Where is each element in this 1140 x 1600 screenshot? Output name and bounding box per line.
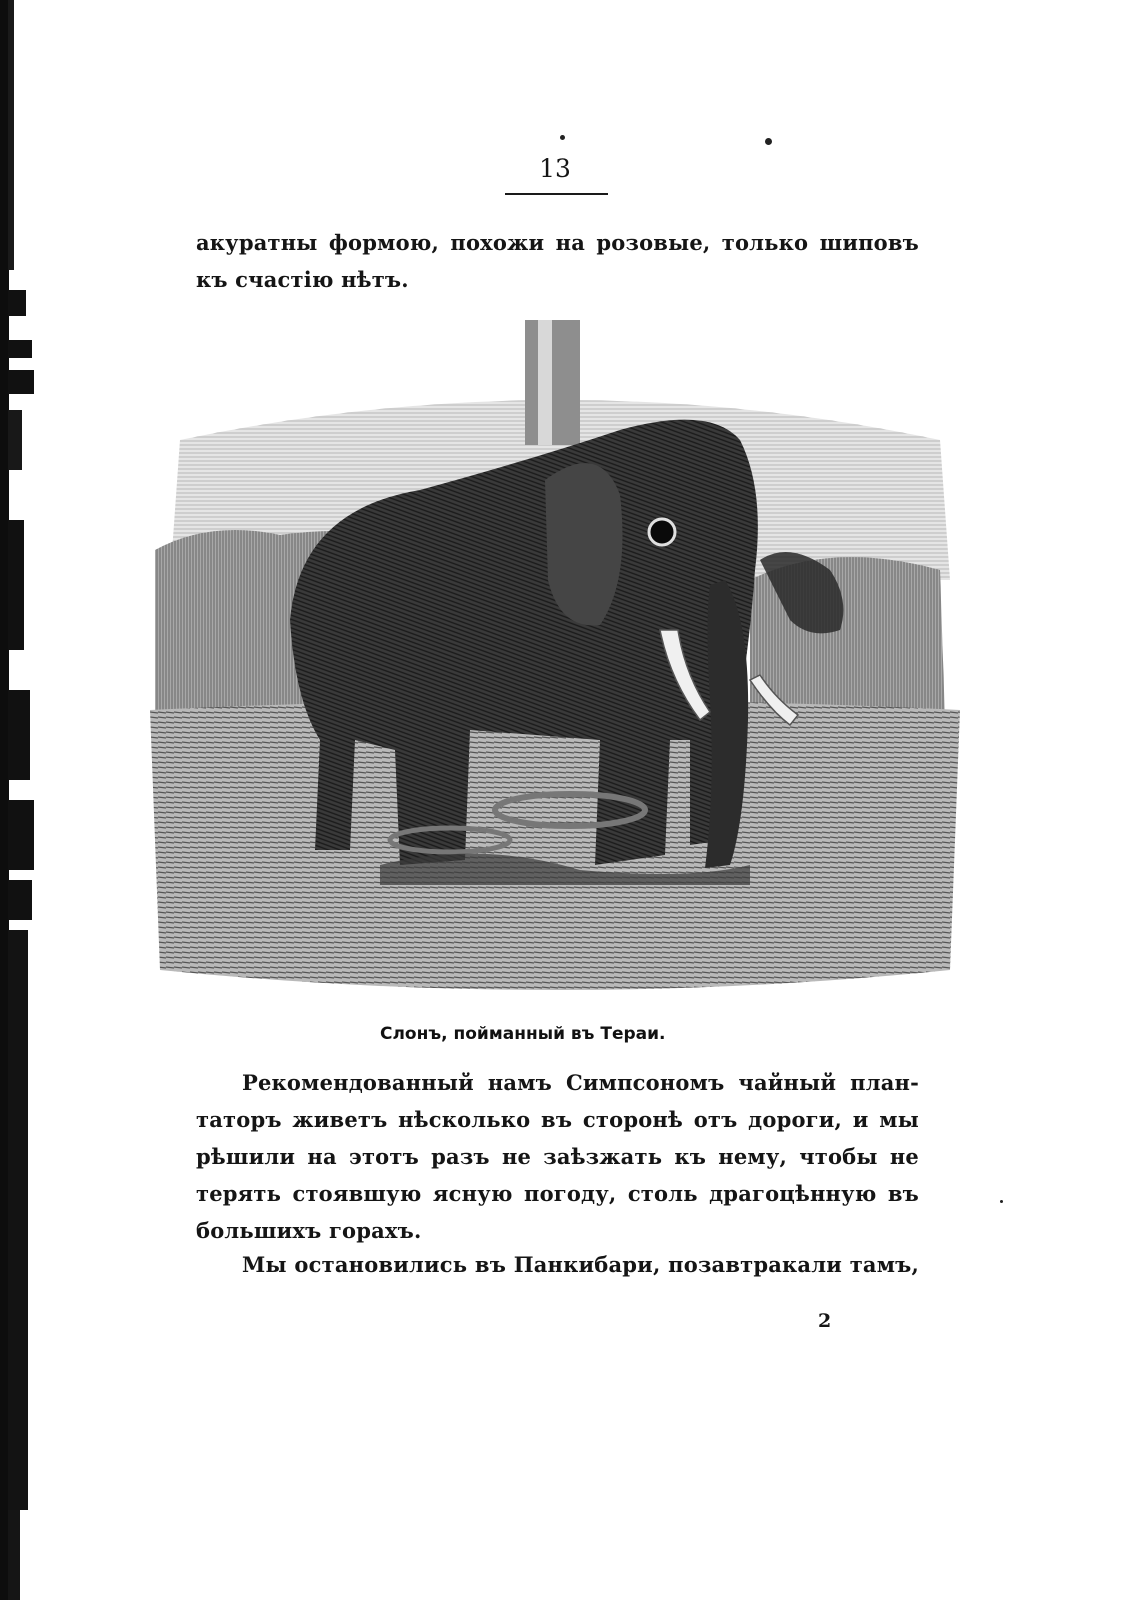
text-line: большихъ горахъ. bbox=[196, 1218, 422, 1243]
text-line: таторъ живетъ нѣсколько въ сторонѣ отъ дороги, и мы bbox=[196, 1107, 919, 1132]
text-line: Рекомендованный намъ Симпсономъ чайный план- bbox=[242, 1070, 919, 1095]
page-number: 13 bbox=[539, 154, 571, 183]
page-number-rule bbox=[505, 193, 608, 195]
text-line: терять стоявшую ясную погоду, столь драгоцѣнную въ bbox=[196, 1181, 919, 1206]
paragraph-continuation bbox=[196, 224, 919, 298]
text-line: Мы остановились въ Панкибари, позавтракали тамъ, bbox=[242, 1252, 919, 1277]
illustration-caption: Слонъ, пойманный въ Тераи. bbox=[380, 1024, 666, 1044]
text-line: къ счастію нѣтъ. bbox=[196, 267, 409, 292]
text-line: акуратны формою, похожи на розовые, только шиповъ bbox=[196, 230, 919, 255]
scan-speck bbox=[1000, 1200, 1003, 1203]
text-line: рѣшили на этотъ разъ не заѣзжать къ нему, чтобы не bbox=[196, 1144, 919, 1169]
paragraph-main bbox=[196, 1064, 919, 1249]
paragraph-last bbox=[196, 1246, 919, 1283]
scan-binding-edge bbox=[0, 0, 38, 1600]
scan-speck bbox=[765, 138, 772, 145]
elephant-illustration bbox=[150, 320, 970, 1008]
scan-speck bbox=[560, 135, 565, 140]
signature-mark: 2 bbox=[818, 1310, 832, 1332]
